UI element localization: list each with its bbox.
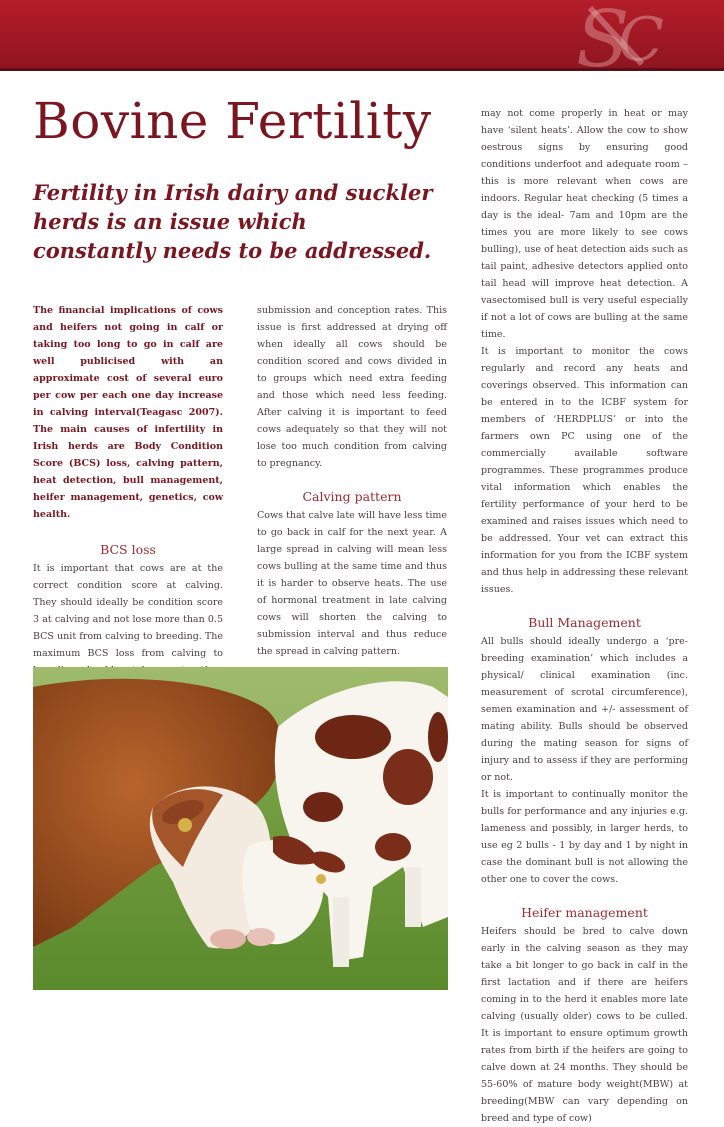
heat-paragraph-continued: may not come properly in heat or may have ‘silent heats’. Allow the cow to show oestrous signs by ensuring good conditions underfoot and adequate room – this is more relevant when cows are indoors. Regular heat checking (5 times a day is the ideal- 7am and 10pm are the times you are more likely to see cows bulling), use of heat detection aids such as tail paint, adhesive detectors applied onto tail head will improve heat detection. A vasectomised bull is very useful especially if not a lot of cows are bulling at the same time.	[481, 108, 688, 340]
heifer-paragraph: Heifers should be bred to calve down early in the calving season as they may take a bit longer to go back in calf in the first lactation and if there are heifers coming in to the herd it enables more late calving (usually older) cows to be culled. It is important to ensure optimum growth rates from birth if the heifers are going to calve down at 24 months. They should be 55-60% of mature body weight(MBW) at breeding(MBW can vary depending on breed and type of cow)	[481, 926, 688, 1124]
column-2	[257, 302, 447, 729]
bcs-paragraph-continued: submission and conception rates. This issue is first addressed at drying off when ideally all cows should be condition scored and cows divided in to groups which need extra feeding and those which need less feeding. After calving it is important to feed cows adequately so that they will not lose too much condition from calving to pregnancy.	[257, 305, 447, 469]
bull-paragraph: All bulls should ideally undergo a ‘pre-breeding examination’ which includes a physical/ clinical examination (inc. measurement of scrotal circumference), semen examination and +/- assessment of mating ability. Bulls should be observed during the mating season for signs of injury and to assess if they are performing or not.	[481, 636, 688, 783]
article-subtitle: Fertility in Irish dairy and suckler herds is an issue which constantly needs to be addressed.	[33, 180, 433, 263]
bcs-logo	[570, 0, 690, 72]
heading-calving-pattern: Calving pattern	[302, 489, 402, 504]
heading-bull-management: Bull Management	[528, 615, 641, 630]
cow-and-calf-photo	[33, 667, 448, 990]
column-1	[33, 302, 223, 713]
calving-paragraph: Cows that calve late will have less time to go back in calf for the next year. A large spread in calving will mean less cows bulling at the same time and thus it is harder to observe heats. The use of hormonal treatment in late calving cows will shorten the calving to submission interval and thus reduce the spread in calving pattern.	[257, 510, 447, 657]
heading-bcs-loss: BCS loss	[100, 542, 156, 557]
bcs-paragraph: It is important that cows are at the correct condition score at calving. They should ideally be condition score 3 at calving and not lose more than 0.5 BCS unit from calving to breeding. The maximum BCS loss from calving to	[33, 563, 223, 659]
svg-text:C: C	[618, 5, 664, 72]
article-title: Bovine Fertility	[33, 92, 432, 150]
heat-paragraph-2: It is important to monitor the cows regularly and record any heats and coverings observed. This information can be entered in to the ICBF system for members of ‘HERDPLUS’ or into the farmers own PC using one of the commercially available software programmes. These programmes produce vital information which enables the fertility performance of your herd to be examined and raises issues which need to be addressed. Your vet can extract this information for you from the ICBF system and thus help in addressing these relevant issues.	[481, 346, 688, 595]
intro-paragraph: The financial implications of cows and heifers not going in calf or taking too long to go in calf are well publicised with an approximate cost of several euro per cow per each one day increase in calving interval(Teagasc 2007). The main causes of infertility in Irish herds are Body Condition Score (BCS) loss, calving pattern, heat detection, bull management, heifer management, genetics, cow health.	[33, 305, 223, 520]
column-3	[481, 105, 688, 1127]
bull-paragraph-2: It is important to continually monitor the bulls for performance and any injuries e.g. lameness and possibly, in larger herds, to use eg 2 bulls - 1 by day and 1 by night in case the dominant bull is not allowing the other one to cover the cows.	[481, 789, 688, 885]
svg-text:S: S	[576, 0, 630, 72]
heading-heifer-management: Heifer management	[521, 905, 648, 920]
